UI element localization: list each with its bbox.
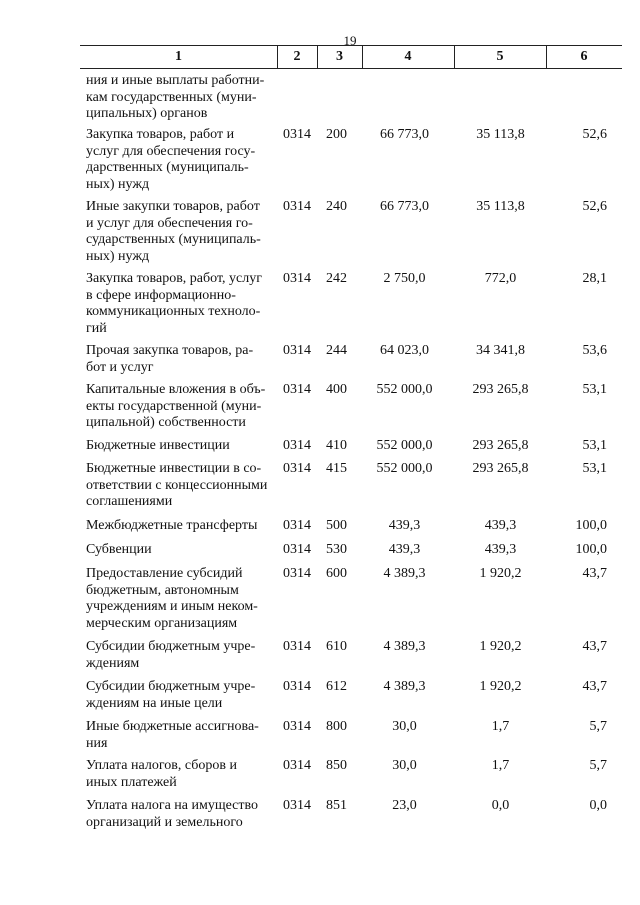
- row-name: ния и иные выплаты работни- кам государственных (муни- ципальных) органов: [86, 73, 265, 121]
- row-planned: 4 389,3: [383, 679, 426, 694]
- row-percent: 43,7: [582, 639, 607, 654]
- row-planned: 439,3: [388, 518, 421, 533]
- row-expense-type: 400: [326, 382, 347, 397]
- row-planned: 64 023,0: [380, 343, 429, 358]
- row-expense-type: 200: [326, 127, 347, 142]
- header-col-2: 2: [293, 49, 301, 64]
- row-expense-type: 610: [326, 639, 347, 654]
- page-number: 19: [343, 33, 357, 48]
- row-section-code: 0314: [283, 639, 311, 654]
- row-name: Бюджетные инвестиции: [86, 438, 230, 453]
- row-planned: 552 000,0: [376, 438, 433, 453]
- row-name: Предоставление субсидий бюджетным, автономным учреждениям и иным неком- мерческим организациям: [86, 566, 258, 631]
- table-header: [80, 45, 622, 69]
- row-expense-type: 800: [326, 719, 347, 734]
- header-col-5: 5: [496, 49, 504, 64]
- row-section-code: 0314: [283, 343, 311, 358]
- row-percent: 53,1: [582, 461, 607, 476]
- row-name: Уплата налогов, сборов и иных платежей: [86, 758, 237, 790]
- row-planned: 23,0: [392, 798, 417, 813]
- row-section-code: 0314: [283, 382, 311, 397]
- row-section-code: 0314: [283, 679, 311, 694]
- row-name: Иные бюджетные ассигнова- ния: [86, 719, 259, 751]
- row-name: Прочая закупка товаров, ра- бот и услуг: [86, 343, 254, 375]
- row-executed: 1 920,2: [479, 566, 522, 581]
- row-planned: 2 750,0: [383, 271, 426, 286]
- row-section-code: 0314: [283, 199, 311, 214]
- row-section-code: 0314: [283, 438, 311, 453]
- header-col-3: 3: [336, 49, 343, 64]
- row-percent: 0,0: [589, 798, 607, 813]
- row-expense-type: 612: [326, 679, 347, 694]
- row-expense-type: 600: [326, 566, 347, 581]
- row-percent: 52,6: [582, 127, 607, 142]
- row-section-code: 0314: [283, 798, 311, 813]
- row-planned: 552 000,0: [376, 382, 433, 397]
- row-percent: 100,0: [575, 542, 607, 557]
- row-percent: 43,7: [582, 566, 607, 581]
- row-planned: 552 000,0: [376, 461, 433, 476]
- row-section-code: 0314: [283, 461, 311, 476]
- row-expense-type: 410: [326, 438, 347, 453]
- row-planned: 30,0: [392, 719, 417, 734]
- row-expense-type: 500: [326, 518, 347, 533]
- row-planned: 66 773,0: [380, 127, 429, 142]
- header-col-4: 4: [404, 49, 412, 64]
- row-expense-type: 851: [326, 798, 347, 813]
- row-percent: 5,7: [589, 758, 607, 773]
- row-executed: 35 113,8: [476, 199, 525, 214]
- row-section-code: 0314: [283, 758, 311, 773]
- row-name: Иные закупки товаров, работ и услуг для обеспечения го- сударственных (муниципаль- ных) нужд: [86, 199, 261, 264]
- row-percent: 53,1: [582, 438, 607, 453]
- row-planned: 30,0: [392, 758, 417, 773]
- row-executed: 1,7: [491, 758, 510, 773]
- row-executed: 0,0: [491, 798, 510, 813]
- row-name: Уплата налога на имущество организаций и земельного: [86, 798, 259, 830]
- row-executed: 293 265,8: [472, 438, 529, 453]
- row-section-code: 0314: [283, 271, 311, 286]
- row-executed: 772,0: [484, 271, 517, 286]
- row-executed: 439,3: [484, 518, 517, 533]
- row-percent: 52,6: [582, 199, 607, 214]
- row-planned: 4 389,3: [383, 639, 426, 654]
- row-name: Капитальные вложения в объ- екты государственной (муни- ципальной) собственности: [86, 382, 266, 430]
- row-planned: 66 773,0: [380, 199, 429, 214]
- row-section-code: 0314: [283, 719, 311, 734]
- row-name: Закупка товаров, работ, услуг в сфере информационно- коммуникационных техноло- гий: [86, 271, 262, 336]
- row-name: Межбюджетные трансферты: [86, 518, 258, 533]
- row-percent: 5,7: [589, 719, 607, 734]
- row-expense-type: 240: [326, 199, 347, 214]
- row-executed: 1,7: [491, 719, 510, 734]
- row-executed: 439,3: [484, 542, 517, 557]
- row-expense-type: 244: [326, 343, 347, 358]
- row-expense-type: 850: [326, 758, 347, 773]
- row-planned: 439,3: [388, 542, 421, 557]
- row-executed: 293 265,8: [472, 382, 529, 397]
- row-executed: 1 920,2: [479, 679, 522, 694]
- header-col-6: 6: [580, 49, 588, 64]
- row-expense-type: 415: [326, 461, 347, 476]
- header-col-1: 1: [175, 49, 182, 64]
- row-section-code: 0314: [283, 127, 311, 142]
- row-name: Бюджетные инвестиции в со- ответствии с концессионными соглашениями: [86, 461, 268, 509]
- row-executed: 34 341,8: [476, 343, 525, 358]
- row-percent: 53,6: [582, 343, 607, 358]
- row-percent: 43,7: [582, 679, 607, 694]
- row-planned: 4 389,3: [383, 566, 426, 581]
- row-name: Субвенции: [86, 542, 152, 557]
- row-name: Субсидии бюджетным учре- ждениям: [86, 639, 256, 671]
- row-section-code: 0314: [283, 518, 311, 533]
- row-section-code: 0314: [283, 566, 311, 581]
- row-executed: 293 265,8: [472, 461, 529, 476]
- row-section-code: 0314: [283, 542, 311, 557]
- row-name: Закупка товаров, работ и услуг для обеспечения госу- дарственных (муниципаль- ных) нужд: [86, 127, 256, 192]
- row-percent: 100,0: [575, 518, 607, 533]
- row-expense-type: 530: [326, 542, 347, 557]
- row-percent: 53,1: [582, 382, 607, 397]
- row-name: Субсидии бюджетным учре- ждениям на иные цели: [86, 679, 256, 711]
- row-percent: 28,1: [582, 271, 607, 286]
- row-executed: 35 113,8: [476, 127, 525, 142]
- row-executed: 1 920,2: [479, 639, 522, 654]
- row-expense-type: 242: [326, 271, 347, 286]
